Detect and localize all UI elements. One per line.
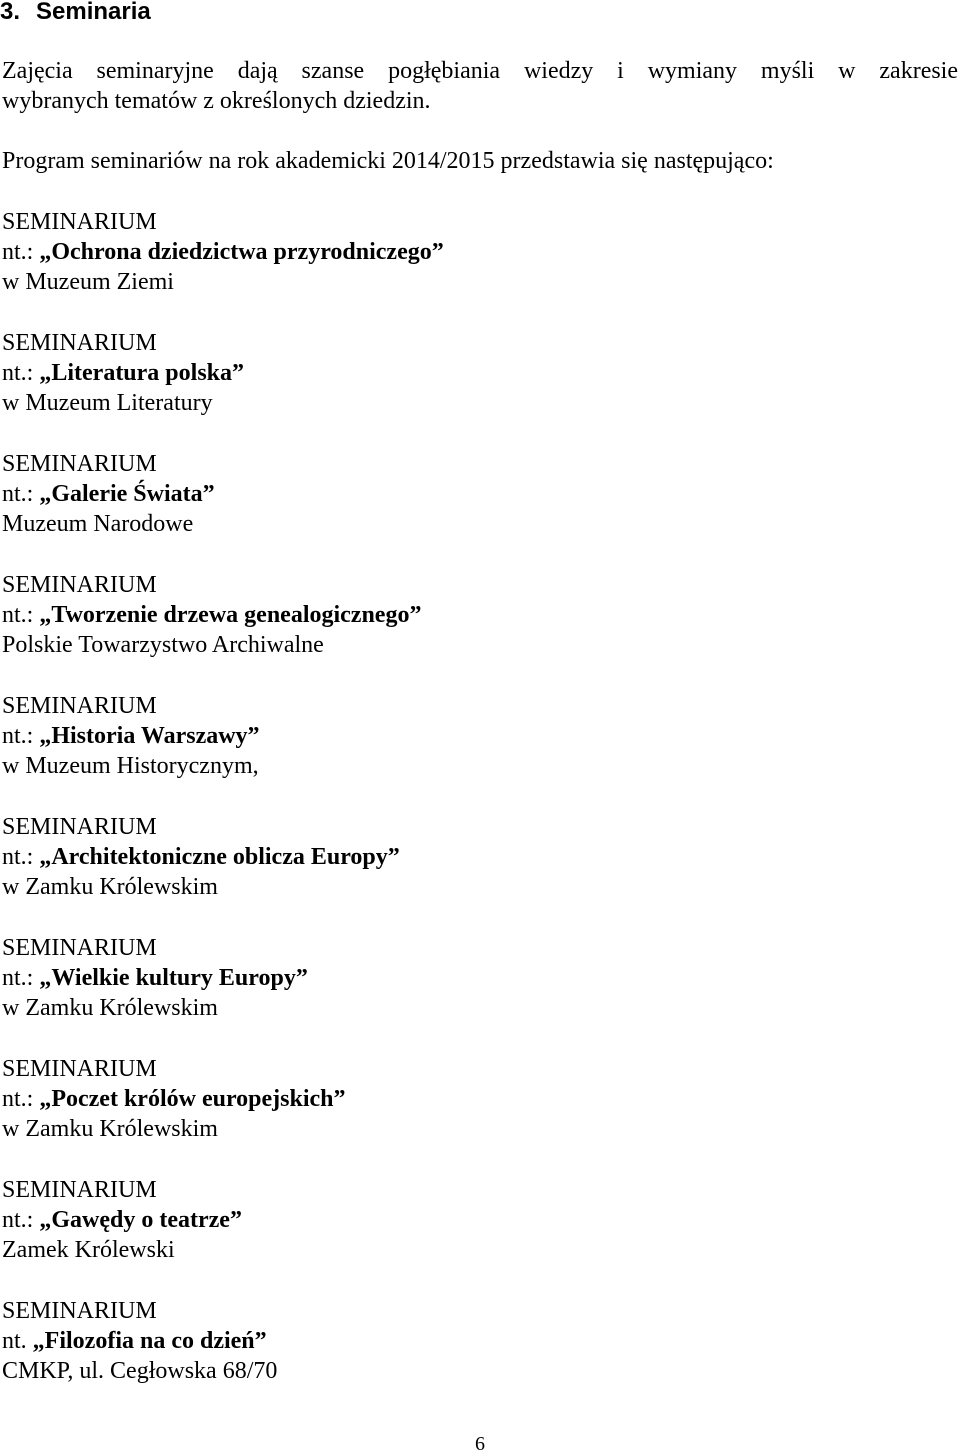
section-heading — [0, 0, 151, 26]
intro-line-2: wybranych tematów z określonych dziedzin. — [2, 88, 431, 114]
seminar-label: SEMINARIUM — [2, 1056, 157, 1082]
seminar-topic — [2, 479, 958, 509]
seminar-venue: w Muzeum Historycznym, — [2, 753, 259, 779]
seminar-venue: w Zamku Królewskim — [2, 995, 218, 1021]
seminar-entry — [2, 1175, 958, 1296]
seminar-entry — [2, 691, 958, 812]
seminar-topic — [2, 842, 958, 872]
seminar-title: „Historia Warszawy” — [39, 723, 260, 749]
seminar-entry — [2, 449, 958, 570]
seminar-entry — [2, 1296, 958, 1417]
seminar-venue: Zamek Królewski — [2, 1237, 175, 1263]
seminar-label: SEMINARIUM — [2, 451, 157, 477]
seminar-venue: w Muzeum Literatury — [2, 390, 213, 416]
intro-paragraph — [2, 56, 958, 116]
topic-prefix: nt.: — [2, 481, 40, 507]
seminar-entry — [2, 812, 958, 933]
seminar-venue: CMKP, ul. Cegłowska 68/70 — [2, 1358, 278, 1384]
seminar-topic — [2, 963, 958, 993]
seminar-entry — [2, 1054, 958, 1175]
seminar-title: „Filozofia na co dzień” — [32, 1328, 267, 1354]
seminar-label: SEMINARIUM — [2, 209, 157, 235]
topic-prefix: nt. — [2, 1328, 33, 1354]
topic-prefix: nt.: — [2, 360, 40, 386]
seminar-topic — [2, 1084, 958, 1114]
seminar-title: „Literatura polska” — [39, 360, 245, 386]
seminar-label: SEMINARIUM — [2, 1298, 157, 1324]
seminar-topic — [2, 358, 958, 388]
seminar-venue: Muzeum Narodowe — [2, 511, 194, 537]
seminar-entry — [2, 570, 958, 691]
seminar-title: „Architektoniczne oblicza Europy” — [39, 844, 400, 870]
topic-prefix: nt.: — [2, 602, 40, 628]
seminar-topic — [2, 1205, 958, 1235]
topic-prefix: nt.: — [2, 1207, 40, 1233]
seminar-venue: w Muzeum Ziemi — [2, 269, 174, 295]
intro-line-1: Zajęcia seminaryjne dają szanse pogłębiania wiedzy i wymiany myśli w zakresie — [2, 58, 958, 84]
seminar-topic — [2, 721, 958, 751]
seminar-title: „Wielkie kultury Europy” — [39, 965, 308, 991]
seminar-title: „Gawędy o teatrze” — [39, 1207, 242, 1233]
topic-prefix: nt.: — [2, 844, 40, 870]
seminar-topic — [2, 237, 958, 267]
seminar-venue: w Zamku Królewskim — [2, 874, 218, 900]
seminar-title: „Poczet królów europejskich” — [39, 1086, 346, 1112]
topic-prefix: nt.: — [2, 1086, 40, 1112]
seminar-venue: w Zamku Królewskim — [2, 1116, 218, 1142]
seminar-entry — [2, 328, 958, 449]
seminar-list — [2, 207, 958, 1417]
seminar-label: SEMINARIUM — [2, 814, 157, 840]
seminar-entry — [2, 207, 958, 328]
section-number: 3. — [0, 0, 21, 25]
seminar-label: SEMINARIUM — [2, 693, 157, 719]
topic-prefix: nt.: — [2, 723, 40, 749]
seminar-label: SEMINARIUM — [2, 572, 157, 598]
topic-prefix: nt.: — [2, 965, 40, 991]
seminar-label: SEMINARIUM — [2, 1177, 157, 1203]
seminar-topic — [2, 600, 958, 630]
seminar-topic — [2, 1326, 958, 1356]
program-sentence: Program seminariów na rok akademicki 2014/2015 przedstawia się następująco: — [2, 148, 774, 174]
seminar-title: „Tworzenie drzewa genealogicznego” — [39, 602, 422, 628]
seminar-label: SEMINARIUM — [2, 330, 157, 356]
seminar-title: „Ochrona dziedzictwa przyrodniczego” — [39, 239, 444, 265]
seminar-entry — [2, 933, 958, 1054]
section-title: Seminaria — [36, 0, 151, 25]
page-number: 6 — [475, 1433, 485, 1455]
seminar-venue: Polskie Towarzystwo Archiwalne — [2, 632, 324, 658]
seminar-label: SEMINARIUM — [2, 935, 157, 961]
topic-prefix: nt.: — [2, 239, 40, 265]
seminar-title: „Galerie Świata” — [39, 481, 215, 507]
